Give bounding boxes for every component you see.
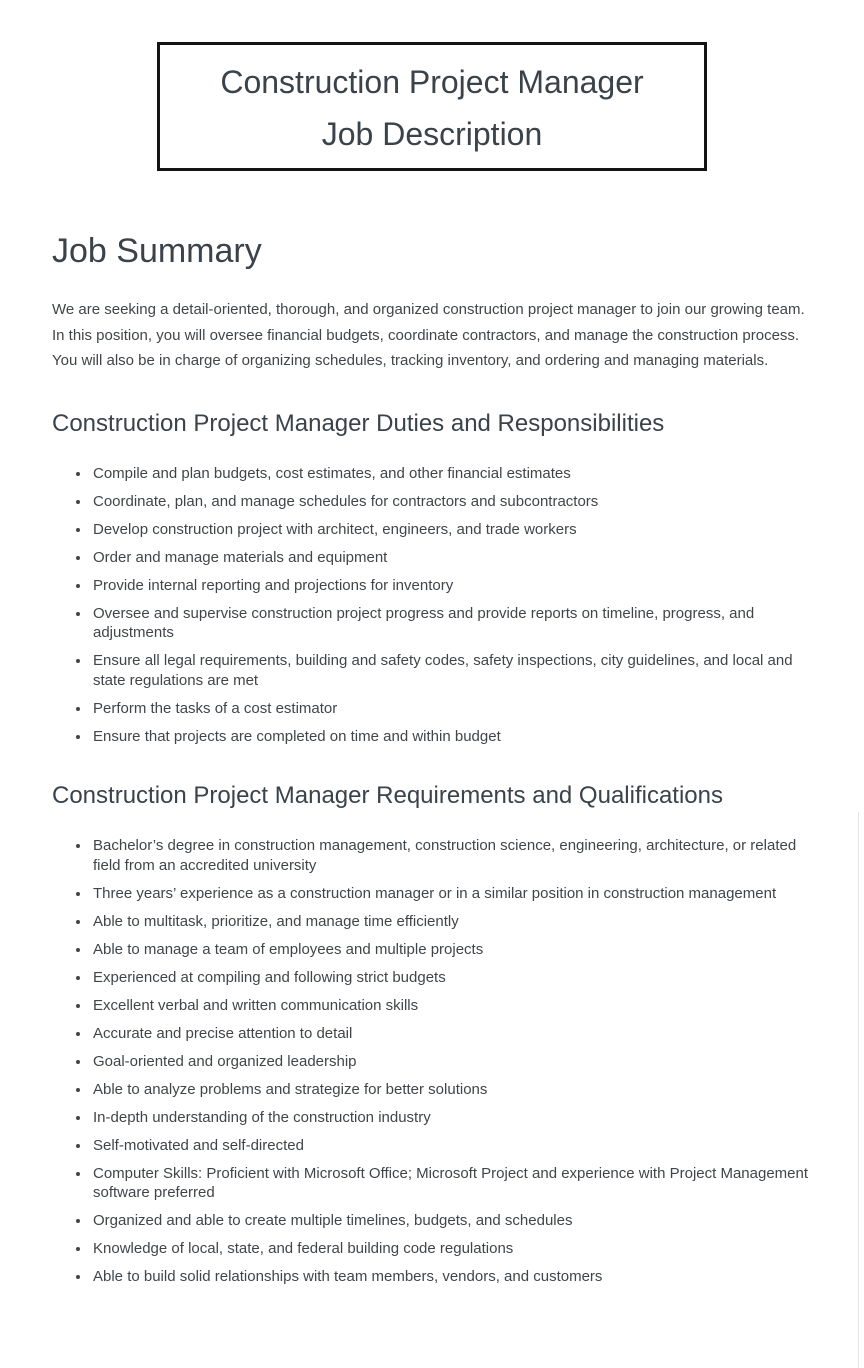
requirements-list-item: • Three years’ experience as a construction manager or in a similar position in construction management	[91, 884, 812, 904]
page-edge-divider	[858, 812, 859, 1368]
duties-list-item: • Coordinate, plan, and manage schedules for contractors and subcontractors	[91, 492, 812, 512]
requirements-list-item: • Accurate and precise attention to detail	[91, 1024, 812, 1044]
duties-list-item: • Compile and plan budgets, cost estimates, and other financial estimates	[91, 464, 812, 484]
requirements-heading: Construction Project Manager Requirements and Qualifications	[52, 782, 724, 809]
job-summary-paragraph: We are seeking a detail-oriented, thorough, and organized construction project manager to join our growing team. In this position, you will oversee financial budgets, coordinate contractors, and manage the construction process. You will also be in charge of organizing schedules, tracking inventory, and ordering and managing materials.	[52, 301, 805, 369]
document-page	[0, 42, 864, 1287]
requirements-list-item: • Self-motivated and self-directed	[91, 1136, 812, 1156]
duties-list	[52, 464, 812, 747]
duties-list-item: • Oversee and supervise construction project progress and provide reports on timeline, progress, and adjustments	[91, 604, 812, 643]
requirements-list-item: • Computer Skills: Proficient with Microsoft Office; Microsoft Project and experience with Project Management software preferred	[91, 1164, 812, 1203]
duties-heading: Construction Project Manager Duties and Responsibilities	[52, 409, 665, 437]
duties-list-item: • Develop construction project with architect, engineers, and trade workers	[91, 520, 812, 540]
duties-list-item: • Ensure all legal requirements, building and safety codes, safety inspections, city guidelines, and local and state regulations are met	[91, 651, 812, 690]
duties-list-item: • Ensure that projects are completed on time and within budget	[91, 727, 812, 747]
requirements-list-item: • Able to build solid relationships with team members, vendors, and customers	[91, 1267, 812, 1287]
requirements-list-item: • Knowledge of local, state, and federal building code regulations	[91, 1239, 812, 1259]
requirements-list-item: • Goal-oriented and organized leadership	[91, 1052, 812, 1072]
requirements-list-item: • Able to multitask, prioritize, and manage time efficiently	[91, 912, 812, 932]
duties-list-item: • Provide internal reporting and projections for inventory	[91, 576, 812, 596]
requirements-list-item: • Excellent verbal and written communication skills	[91, 996, 812, 1016]
duties-list-item: • Perform the tasks of a cost estimator	[91, 699, 812, 719]
duties-list-item: • Order and manage materials and equipment	[91, 548, 812, 568]
title-box	[157, 42, 707, 171]
requirements-list-item: • Experienced at compiling and following strict budgets	[91, 968, 812, 988]
requirements-list-item: • Bachelor’s degree in construction management, construction science, engineering, architecture, or related field from an accredited university	[91, 836, 812, 875]
title-line-2: Job Description	[321, 116, 543, 152]
requirements-list-item: • Able to manage a team of employees and multiple projects	[91, 940, 812, 960]
requirements-list-item: • In-depth understanding of the construction industry	[91, 1108, 812, 1128]
job-summary-heading: Job Summary	[52, 232, 262, 270]
requirements-list	[52, 836, 812, 1287]
title-line-1: Construction Project Manager	[220, 64, 644, 100]
requirements-list-item: • Organized and able to create multiple timelines, budgets, and schedules	[91, 1211, 812, 1231]
requirements-list-item: • Able to analyze problems and strategize for better solutions	[91, 1080, 812, 1100]
